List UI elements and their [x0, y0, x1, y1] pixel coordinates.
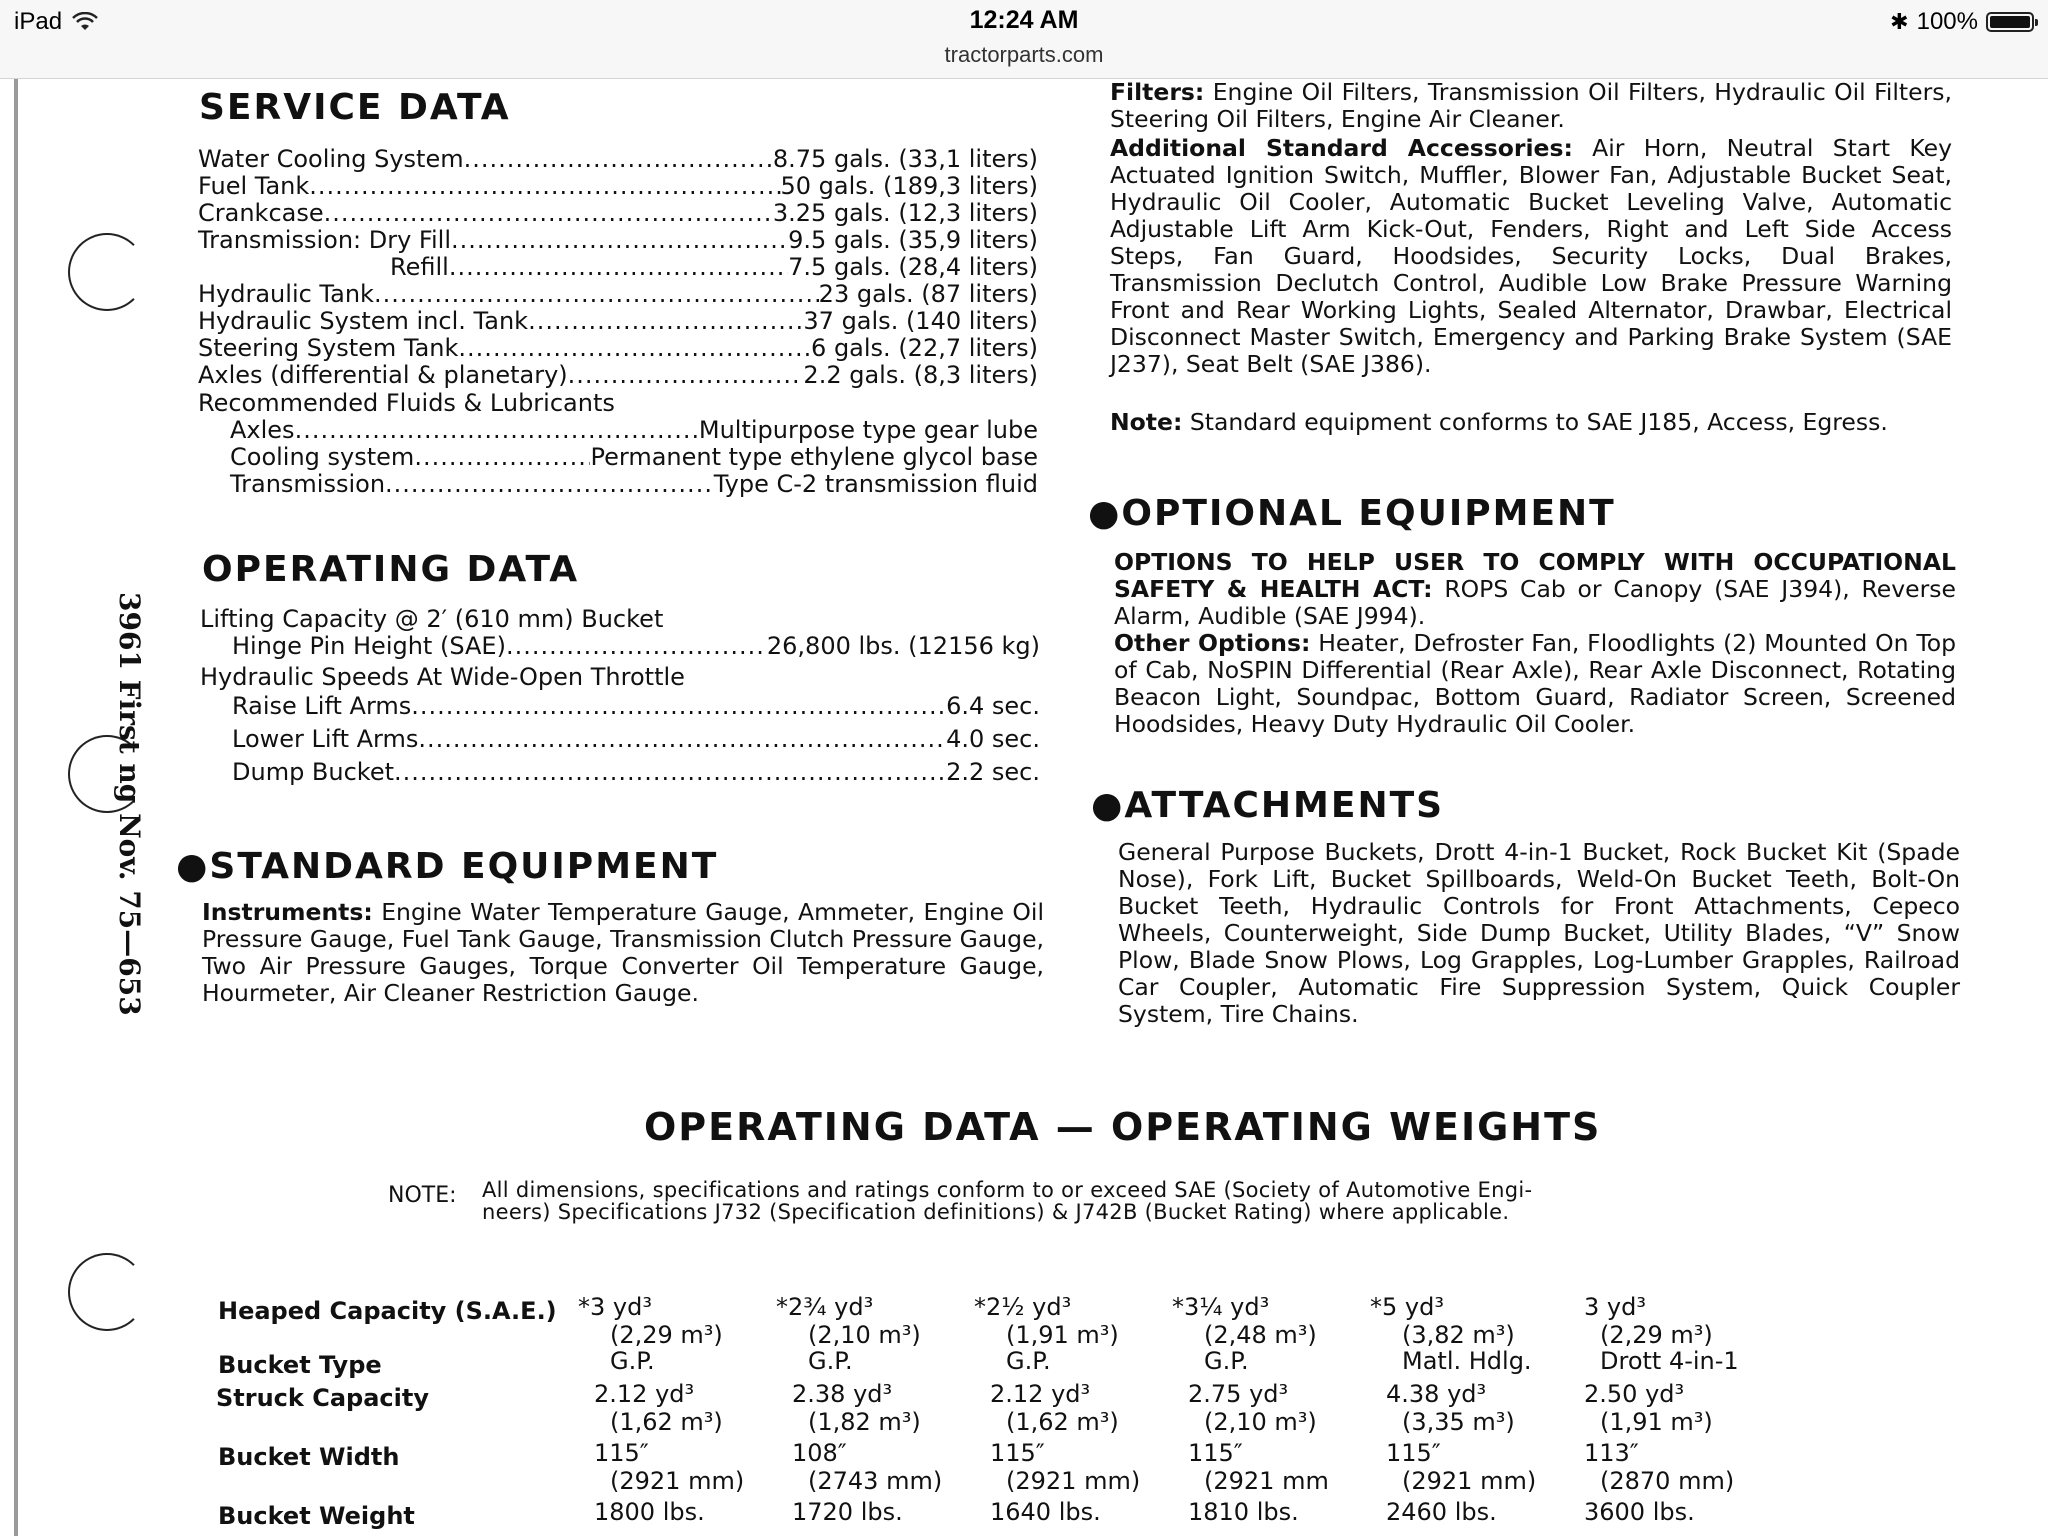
speed-row: Raise Lift Arms ..... 6.4 sec. [232, 692, 1040, 720]
table-cell: (2921 mm) [1006, 1467, 1141, 1495]
table-cell: 108″ [792, 1439, 847, 1467]
table-cell: 1800 lbs. [594, 1498, 705, 1526]
table-cell: (1,91 m³) [1006, 1321, 1119, 1349]
table-cell: G.P. [808, 1347, 853, 1375]
osha-options-paragraph: OPTIONS TO HELP USER TO COMPLY WITH OCCUPATIONAL SAFETY & HEALTH ACT: ROPS Cab or Canopy (SAE J394), Reverse Alarm, Audible (SAE J994). [1114, 548, 1956, 630]
accessories-paragraph: Additional Standard Accessories: Air Horn, Neutral Start Key Actuated Ignition Switch, Muffler, Blower Fan, Adjustable Bucket Seat, Hydraulic Oil Cooler, Automatic Bucket Leveling Valve, Automatic Adjustable Lift Arm Kick-Out, Fenders, Right and Left Side Access Steps, Fan Guard, Hoodsides, Security Locks, Dual Brakes, Transmission Declutch Control, Audible Low Brake Pressure Warning Front and Rear Working Lights, Sealed Alternator, Drawbar, Electrical Disconnect Master Switch, Emergency and Parking Brake System (SAE J237), Seat Belt (SAE J386). [1110, 134, 1952, 378]
table-cell: 2.50 yd³ [1584, 1380, 1685, 1408]
table-cell: 115″ [990, 1439, 1045, 1467]
table-cell: *2¾ yd³ [776, 1293, 874, 1321]
service-row: Water Cooling System ..... 8.75 gals. (33,1 liters) [198, 145, 1038, 173]
standard-note-paragraph: Note: Standard equipment conforms to SAE J185, Access, Egress. [1110, 408, 1888, 436]
table-cell: Matl. Hdlg. [1402, 1347, 1532, 1375]
table-cell: (1,82 m³) [808, 1408, 921, 1436]
service-row: Hydraulic Tank ..... 23 gals. (87 liters) [198, 280, 1038, 308]
punch-hole-bottom [68, 1253, 146, 1331]
table-cell: (1,62 m³) [1006, 1408, 1119, 1436]
table-cell: *3 yd³ [578, 1293, 652, 1321]
operating-data-title: OPERATING DATA [202, 549, 580, 590]
address-bar-url[interactable]: tractorparts.com [944, 42, 1104, 67]
lifting-capacity-row: Hinge Pin Height (SAE) ..... 26,800 lbs. (12156 kg) [232, 632, 1040, 660]
table-cell: 115″ [1386, 1439, 1441, 1467]
table-cell: (2921 mm [1204, 1467, 1329, 1495]
fluid-row: Axles ..... Multipurpose type gear lube [230, 416, 1038, 444]
table-cell: 3 yd³ [1584, 1293, 1646, 1321]
attachments-paragraph: General Purpose Buckets, Drott 4-in-1 Bucket, Rock Bucket Kit (Spade Nose), Fork Lift, Bucket Spillboards, Weld-On Bucket Teeth, Bolt-On Bucket Teeth, Hydraulic Controls for Front Attachments, Cepeco Wheels, Counterweight, Side Dump Bucket, Utility Blades, “V” Snow Plow, Blade Snow Plows, Log Grapples, Log-Lumber Grapples, Railroad Car Coupler, Automatic Fire Suppression System, Quick Coupler System, Tire Chains. [1118, 838, 1960, 1028]
hydraulic-speeds-heading: Hydraulic Speeds At Wide-Open Throttle [200, 663, 685, 691]
fluids-heading: Recommended Fluids & Lubricants [198, 389, 615, 417]
status-right [1890, 8, 2034, 36]
table-cell: *2½ yd³ [974, 1293, 1072, 1321]
table-cell: 115″ [594, 1439, 649, 1467]
table-cell: Drott 4-in-1 [1600, 1347, 1739, 1375]
row-label-heaped: Heaped Capacity (S.A.E.) [218, 1297, 557, 1325]
table-cell: (2743 mm) [808, 1467, 943, 1495]
other-options-paragraph: Other Options: Heater, Defroster Fan, Floodlights (2) Mounted On Top of Cab, NoSPIN Differential (Rear Axle), Rear Axle Disconnect, Rotating Beacon Light, Soundpac, Bottom Guard, Radiator Screen, Screened Hoodsides, Heavy Duty Hydraulic Oil Cooler. [1114, 629, 1956, 738]
service-data-title: SERVICE DATA [199, 87, 511, 128]
table-cell: 1810 lbs. [1188, 1498, 1299, 1526]
optional-equipment-title: ●OPTIONAL EQUIPMENT [1088, 493, 1616, 534]
table-cell: (2870 mm) [1600, 1467, 1735, 1495]
fluid-row: Cooling system ..... Permanent type ethylene glycol base [230, 443, 1038, 471]
table-cell: 4.38 yd³ [1386, 1380, 1487, 1408]
bluetooth-icon: ✱ [1890, 9, 1909, 34]
sae-note-line1: All dimensions, specifications and ratings conform to or exceed SAE (Society of Automotive Engi- [482, 1178, 1533, 1202]
table-cell: 1720 lbs. [792, 1498, 903, 1526]
table-cell: (2,29 m³) [610, 1321, 723, 1349]
side-print-code: 3961 First ng Nov. 75—653 [113, 592, 146, 1016]
table-cell: (2,10 m³) [808, 1321, 921, 1349]
table-cell: (3,35 m³) [1402, 1408, 1515, 1436]
table-cell: (1,91 m³) [1600, 1408, 1713, 1436]
service-row: Axles (differential & planetary) ..... 2.2 gals. (8,3 liters) [198, 361, 1038, 389]
table-cell: G.P. [610, 1347, 655, 1375]
fluid-row: Transmission ..... Type C-2 transmission fluid [230, 470, 1038, 498]
lifting-capacity-label: Lifting Capacity @ 2′ (610 mm) Bucket [200, 605, 664, 633]
attachments-title: ●ATTACHMENTS [1091, 785, 1445, 826]
table-cell: (2,29 m³) [1600, 1321, 1713, 1349]
clock: 12:24 AM [969, 6, 1079, 34]
service-row: Fuel Tank ..... 50 gals. (189,3 liters) [198, 172, 1038, 200]
row-label-weight: Bucket Weight [218, 1502, 415, 1530]
table-cell: 115″ [1188, 1439, 1243, 1467]
service-row: Steering System Tank ..... 6 gals. (22,7 liters) [198, 334, 1038, 362]
status-bar [0, 0, 2048, 79]
table-cell: 113″ [1584, 1439, 1639, 1467]
table-cell: (2,48 m³) [1204, 1321, 1317, 1349]
table-cell: (2,10 m³) [1204, 1408, 1317, 1436]
service-row: Crankcase ..... 3.25 gals. (12,3 liters) [198, 199, 1038, 227]
row-label-struck: Struck Capacity [216, 1384, 429, 1412]
table-cell: (1,62 m³) [610, 1408, 723, 1436]
table-cell: *3¼ yd³ [1172, 1293, 1270, 1321]
document-page[interactable] [14, 79, 2048, 1536]
speed-row: Lower Lift Arms ..... 4.0 sec. [232, 725, 1040, 753]
instruments-paragraph: Instruments: Engine Water Temperature Gauge, Ammeter, Engine Oil Pressure Gauge, Fuel Tank Gauge, Transmission Clutch Pressure Gauge, Two Air Pressure Gauges, Torque Converter Oil Temperature Gauge, Hourmeter, Air Cleaner Restriction Gauge. [202, 898, 1044, 1007]
table-cell: 2.12 yd³ [990, 1380, 1091, 1408]
table-cell: 3600 lbs. [1584, 1498, 1695, 1526]
table-cell: (2921 mm) [610, 1467, 745, 1495]
table-cell: (2921 mm) [1402, 1467, 1537, 1495]
table-cell: 2.38 yd³ [792, 1380, 893, 1408]
bullet-icon: ● [1091, 785, 1125, 826]
table-cell: G.P. [1204, 1347, 1249, 1375]
sae-note-line2: neers) Specifications J732 (Specification definitions) & J742B (Bucket Rating) where applicable. [482, 1200, 1510, 1224]
table-cell: 2460 lbs. [1386, 1498, 1497, 1526]
service-row: Transmission: Dry Fill ..... 9.5 gals. (35,9 liters) [198, 226, 1038, 254]
row-label-bucket-type: Bucket Type [218, 1351, 382, 1379]
battery-percent: 100% [1916, 8, 1978, 35]
punch-hole-top [68, 233, 146, 311]
filters-paragraph: Filters: Engine Oil Filters, Transmission Oil Filters, Hydraulic Oil Filters, Steering Oil Filters, Engine Air Cleaner. [1110, 78, 1952, 133]
table-cell: (3,82 m³) [1402, 1321, 1515, 1349]
table-cell: 2.12 yd³ [594, 1380, 695, 1408]
bullet-icon: ● [176, 846, 210, 887]
sae-note-label: NOTE: [388, 1183, 457, 1208]
battery-icon [1986, 12, 2034, 32]
row-label-width: Bucket Width [218, 1443, 400, 1471]
bullet-icon: ● [1088, 493, 1122, 534]
table-cell: *5 yd³ [1370, 1293, 1444, 1321]
speed-row: Dump Bucket ..... 2.2 sec. [232, 758, 1040, 786]
device-name: iPad [14, 8, 63, 35]
service-row: Hydraulic System incl. Tank ..... 37 gals. (140 liters) [198, 307, 1038, 335]
service-row: Refill ..... 7.5 gals. (28,4 liters) [390, 253, 1038, 281]
standard-equipment-title: ●STANDARD EQUIPMENT [176, 846, 719, 887]
operating-weights-title: OPERATING DATA — OPERATING WEIGHTS [644, 1105, 1602, 1149]
battery-fill [1990, 16, 2030, 28]
table-cell: G.P. [1006, 1347, 1051, 1375]
table-cell: 1640 lbs. [990, 1498, 1101, 1526]
table-cell: 2.75 yd³ [1188, 1380, 1289, 1408]
